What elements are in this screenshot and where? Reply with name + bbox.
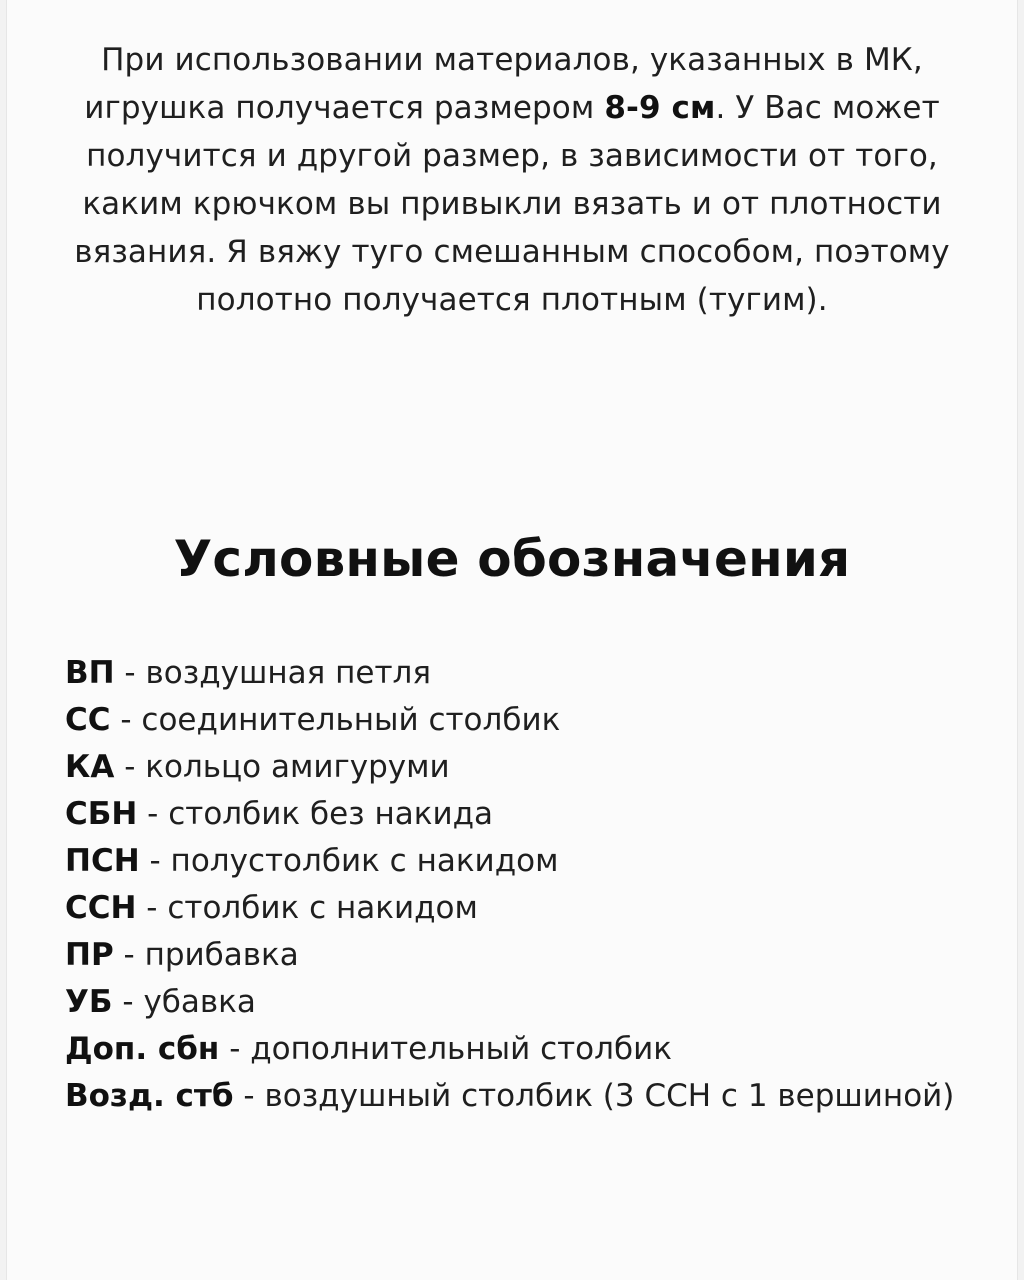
intro-line: каким крючком вы привыкли вязать и от плотности [82, 186, 942, 222]
legend-item [65, 697, 995, 744]
legend-abbr: УБ [65, 984, 113, 1020]
legend-separator: - [139, 843, 171, 879]
legend-abbr: Доп. сбн [65, 1031, 220, 1067]
intro-line: При использовании материалов, указанных в МК, [101, 42, 923, 78]
legend-abbr: СБН [65, 796, 138, 832]
intro-paragraph [47, 36, 977, 324]
legend-abbr: КА [65, 749, 115, 785]
legend-desc: полустолбик с накидом [170, 843, 559, 879]
legend-title: Условные обозначения [173, 530, 851, 588]
intro-line: вязания. Я вяжу туго смешанным способом, поэтому [74, 234, 950, 270]
legend-separator: - [110, 702, 142, 738]
legend-item [65, 1073, 995, 1120]
intro-text: игрушка получается размером [84, 90, 605, 126]
legend-abbr: ВП [65, 655, 115, 691]
legend-desc: дополнительный столбик [250, 1031, 672, 1067]
legend-abbr: СС [65, 702, 111, 738]
legend-desc: столбик с накидом [167, 890, 478, 926]
legend-desc: воздушный столбик (3 ССН с 1 вершиной) [264, 1078, 955, 1114]
legend-desc: столбик без накида [168, 796, 494, 832]
legend-item [65, 744, 995, 791]
document-page [7, 0, 1017, 1280]
legend-list [65, 650, 995, 1120]
legend-abbr: ПСН [65, 843, 140, 879]
legend-desc: убавка [143, 984, 256, 1020]
legend-item [65, 932, 995, 979]
legend-desc: кольцо амигуруми [145, 749, 450, 785]
legend-separator: - [233, 1078, 265, 1114]
legend-separator: - [114, 655, 146, 691]
intro-text: . У Вас может [715, 90, 940, 126]
legend-separator: - [114, 749, 146, 785]
legend-desc: соединительный столбик [141, 702, 561, 738]
legend-desc: воздушная петля [145, 655, 431, 691]
legend-separator: - [113, 937, 145, 973]
legend-item [65, 1026, 995, 1073]
legend-item [65, 885, 995, 932]
legend-item [65, 650, 995, 697]
intro-line: полотно получается плотным (тугим). [196, 282, 828, 318]
legend-desc: прибавка [144, 937, 299, 973]
legend-abbr: ПР [65, 937, 114, 973]
legend-separator: - [136, 890, 168, 926]
legend-item [65, 979, 995, 1026]
legend-item [65, 838, 995, 885]
legend-separator: - [137, 796, 169, 832]
legend-separator: - [112, 984, 144, 1020]
legend-abbr: ССН [65, 890, 137, 926]
toy-size-value: 8-9 см [604, 90, 716, 126]
legend-separator: - [219, 1031, 251, 1067]
intro-line: получится и другой размер, в зависимости от того, [86, 138, 938, 174]
legend-item [65, 791, 995, 838]
intro-line [47, 84, 977, 132]
legend-abbr: Возд. стб [65, 1078, 234, 1114]
